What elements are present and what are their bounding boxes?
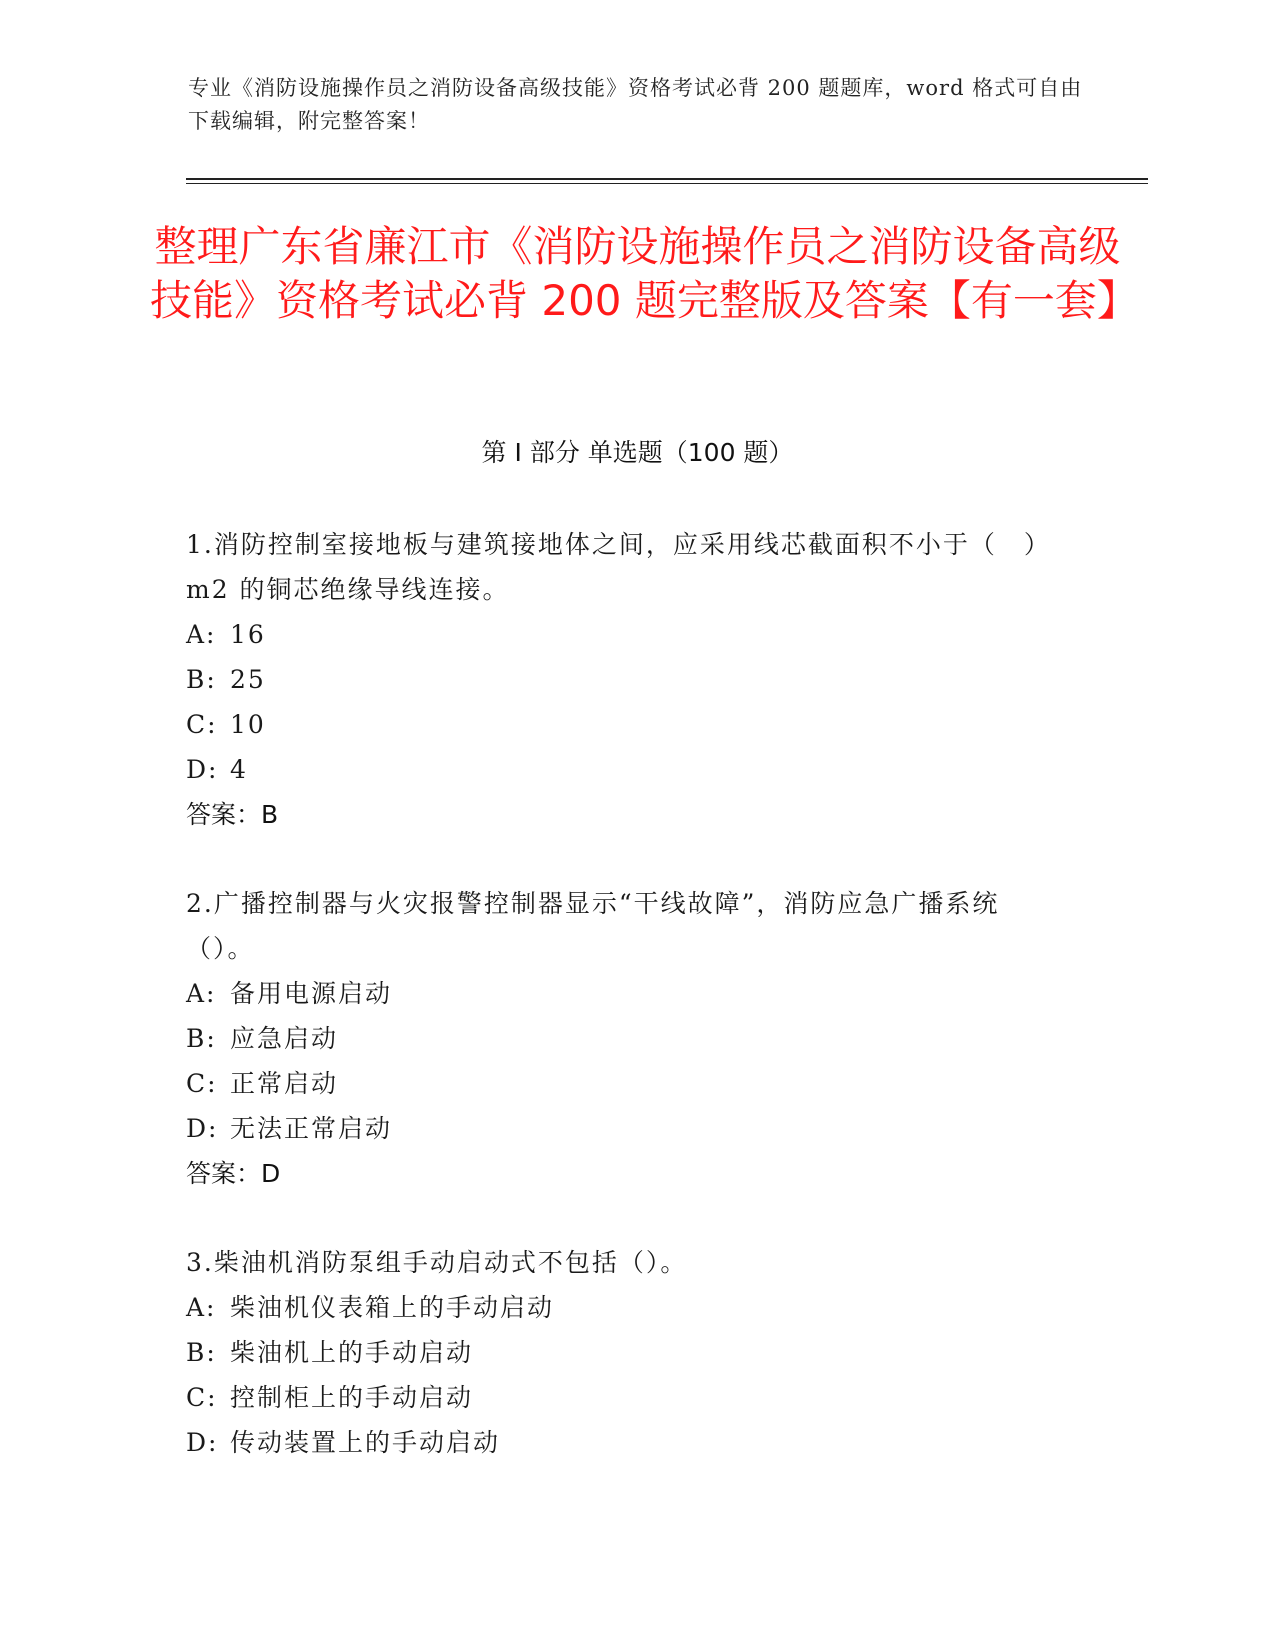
question-1 xyxy=(186,522,1066,837)
question-list xyxy=(186,522,1066,1509)
header-divider-thick xyxy=(186,178,1148,180)
option-text: 传动装置上的手动启动 xyxy=(230,1428,501,1457)
option-text: 16 xyxy=(230,620,266,649)
header-divider xyxy=(186,178,1148,184)
document-title: 整理广东省廉江市《消防设施操作员之消防设备高级技能》资格考试必背 200 题完整版及答案【有一套】 xyxy=(150,222,1139,325)
option-letter: A: xyxy=(186,979,217,1008)
option-text: 备用电源启动 xyxy=(230,979,393,1008)
header-note: 专业《消防设施操作员之消防设备高级技能》资格考试必背 200 题题库，word 格式可自由下载编辑，附完整答案！ xyxy=(188,76,1083,133)
option-letter: D: xyxy=(186,755,219,784)
option-text: 应急启动 xyxy=(230,1024,339,1053)
option-letter: B: xyxy=(186,1024,217,1053)
option-letter: C: xyxy=(186,710,218,739)
option-text: 正常启动 xyxy=(230,1069,339,1098)
option-b xyxy=(186,1330,1066,1375)
option-letter: D: xyxy=(186,1114,219,1143)
answer-line: 答案：B xyxy=(186,800,279,829)
option-letter: A: xyxy=(186,1293,217,1322)
option-letter: C: xyxy=(186,1069,218,1098)
option-text: 25 xyxy=(230,665,266,694)
answer-line: 答案：D xyxy=(186,1159,281,1188)
option-text: 柴油机上的手动启动 xyxy=(230,1338,474,1367)
question-stem: 3.柴油机消防泵组手动启动式不包括（）。 xyxy=(186,1248,688,1277)
option-a xyxy=(186,1285,1066,1330)
option-d xyxy=(186,1106,1066,1151)
section-heading: 第 I 部分 单选题（100 题） xyxy=(481,438,794,467)
option-text: 4 xyxy=(230,755,248,784)
option-c xyxy=(186,702,1066,747)
option-a xyxy=(186,971,1066,1016)
option-d xyxy=(186,747,1066,792)
option-letter: A: xyxy=(186,620,217,649)
option-letter: C: xyxy=(186,1383,218,1412)
option-letter: D: xyxy=(186,1428,219,1457)
option-text: 10 xyxy=(230,710,266,739)
option-letter: B: xyxy=(186,1338,217,1367)
question-stem: 2.广播控制器与火灾报警控制器显示“干线故障”，消防应急广播系统（）。 xyxy=(186,889,1000,963)
option-d xyxy=(186,1420,1066,1465)
question-2 xyxy=(186,881,1066,1196)
option-text: 控制柜上的手动启动 xyxy=(230,1383,474,1412)
question-3 xyxy=(186,1240,1066,1465)
header-divider-thin xyxy=(186,183,1148,184)
option-text: 无法正常启动 xyxy=(230,1114,393,1143)
option-a xyxy=(186,612,1066,657)
option-text: 柴油机仪表箱上的手动启动 xyxy=(230,1293,555,1322)
option-letter: B: xyxy=(186,665,217,694)
question-stem: 1.消防控制室接地板与建筑接地体之间，应采用线芯截面积不小于（ ）m2 的铜芯绝缘导线连接。 xyxy=(186,530,1051,604)
option-c xyxy=(186,1061,1066,1106)
option-b xyxy=(186,1016,1066,1061)
option-c xyxy=(186,1375,1066,1420)
option-b xyxy=(186,657,1066,702)
